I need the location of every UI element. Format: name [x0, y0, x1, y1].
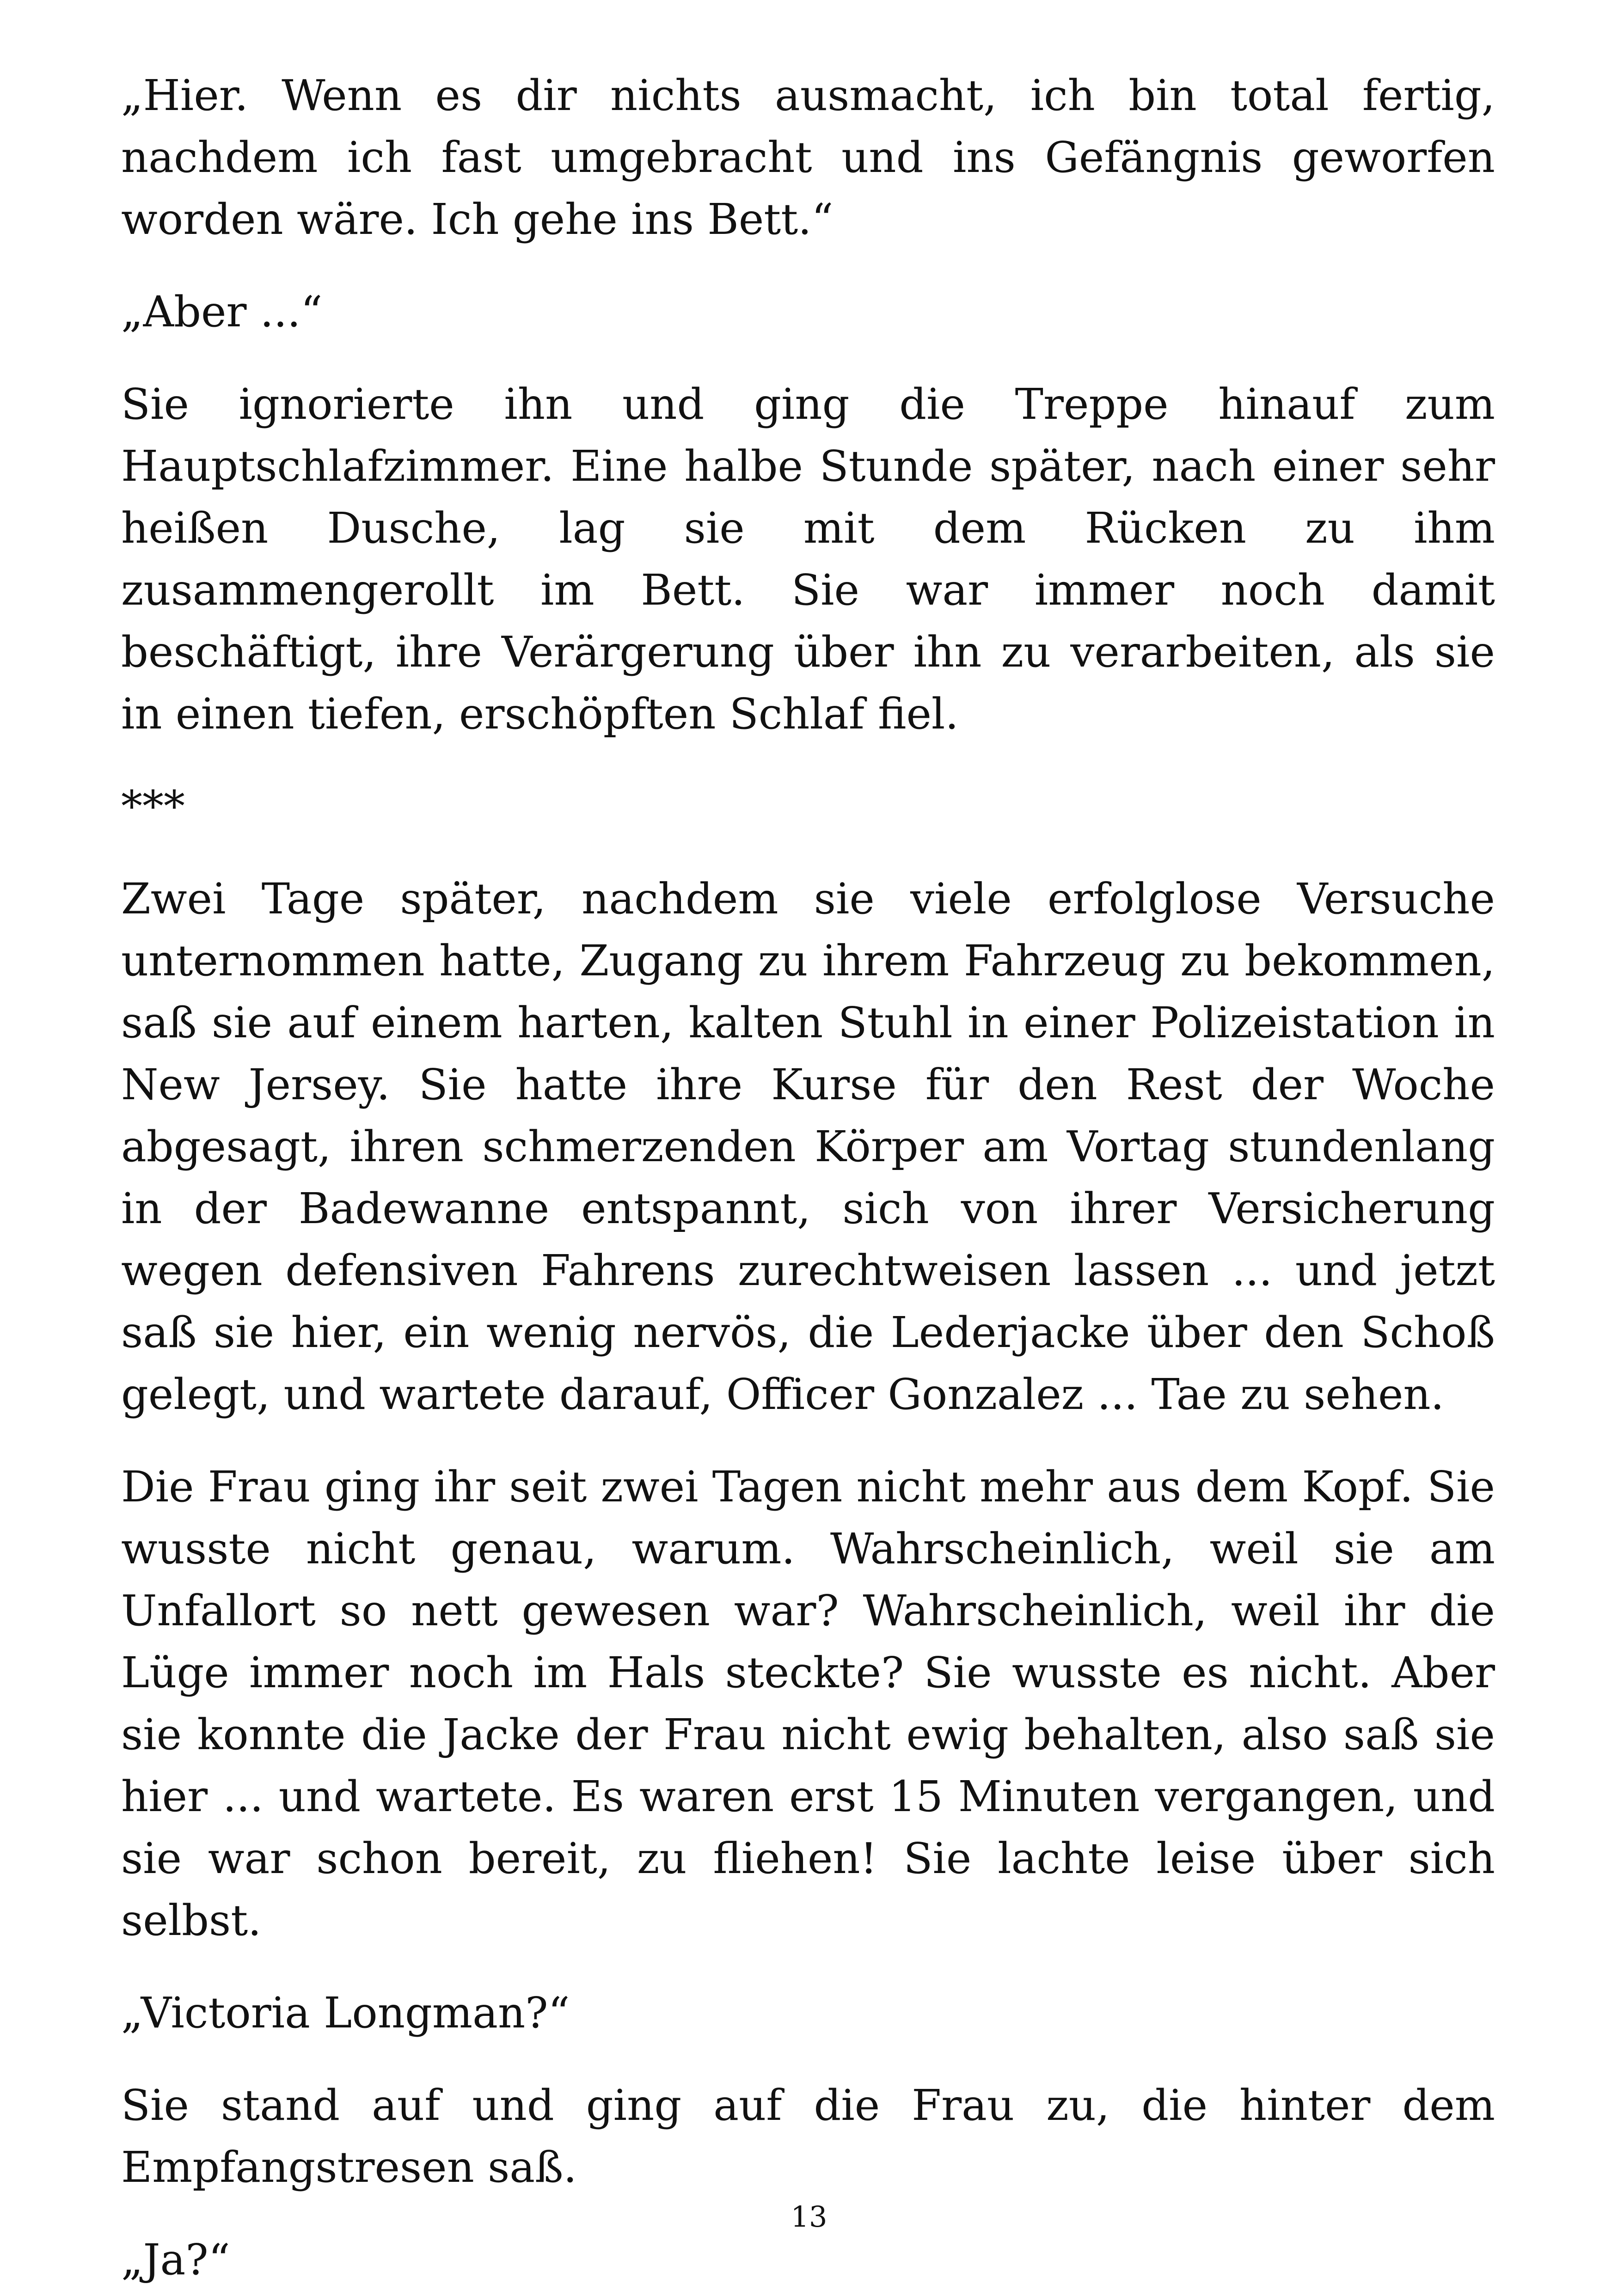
scene-break: ***	[121, 782, 185, 831]
paragraph: „Hier. Wenn es dir nichts ausmacht, ich bin total fertig, nachdem ich fast umgebracht und ins Gefängnis geworfen worden wäre. Ich gehe ins Bett.“	[121, 71, 1495, 244]
book-page	[121, 65, 1495, 2284]
paragraph: „Victoria Longman?“	[121, 1988, 570, 2038]
paragraph: „Aber ...“	[121, 287, 323, 337]
paragraph: Sie stand auf und ging auf die Frau zu, die hinter dem Empfangstresen saß.	[121, 2081, 1495, 2192]
page-number: 13	[791, 2200, 827, 2234]
paragraph: „Ja?“	[121, 2235, 230, 2284]
paragraph: Die Frau ging ihr seit zwei Tagen nicht mehr aus dem Kopf. Sie wusste nicht genau, warum. Wahrscheinlich, weil sie am Unfallort so nett gewesen war? Wahrscheinlich, weil ihr die Lüge immer noch im Hals steckte? Sie wusste es nicht. Aber sie konnte die Jacke der Frau nicht ewig behalten, also saß sie hier ... und wartete. Es waren erst 15 Minuten vergangen, und sie war schon bereit, zu fliehen! Sie lachte leise über sich selbst.	[121, 1462, 1495, 1945]
paragraph: Zwei Tage später, nachdem sie viele erfolglose Versuche unternommen hatte, Zugang zu ihrem Fahrzeug zu bekommen, saß sie auf einem harten, kalten Stuhl in einer Polizeistation in New Jersey. Sie hatte ihre Kurse für den Rest der Woche abgesagt, ihren schmerzenden Körper am Vortag stundenlang in der Badewanne entspannt, sich von ihrer Versicherung wegen defensiven Fahrens zurechtweisen lassen ... und jetzt saß sie hier, ein wenig nervös, die Lederjacke über den Schoß gelegt, und wartete darauf, Officer Gonzalez ... Tae zu sehen.	[121, 874, 1495, 1419]
paragraph: Sie ignorierte ihn und ging die Treppe hinauf zum Hauptschlafzimmer. Eine halbe Stunde später, nach einer sehr heißen Dusche, lag sie mit dem Rücken zu ihm zusammengerollt im Bett. Sie war immer noch damit beschäftigt, ihre Verärgerung über ihn zu verarbeiten, als sie in einen tiefen, erschöpften Schlaf fiel.	[121, 380, 1495, 739]
